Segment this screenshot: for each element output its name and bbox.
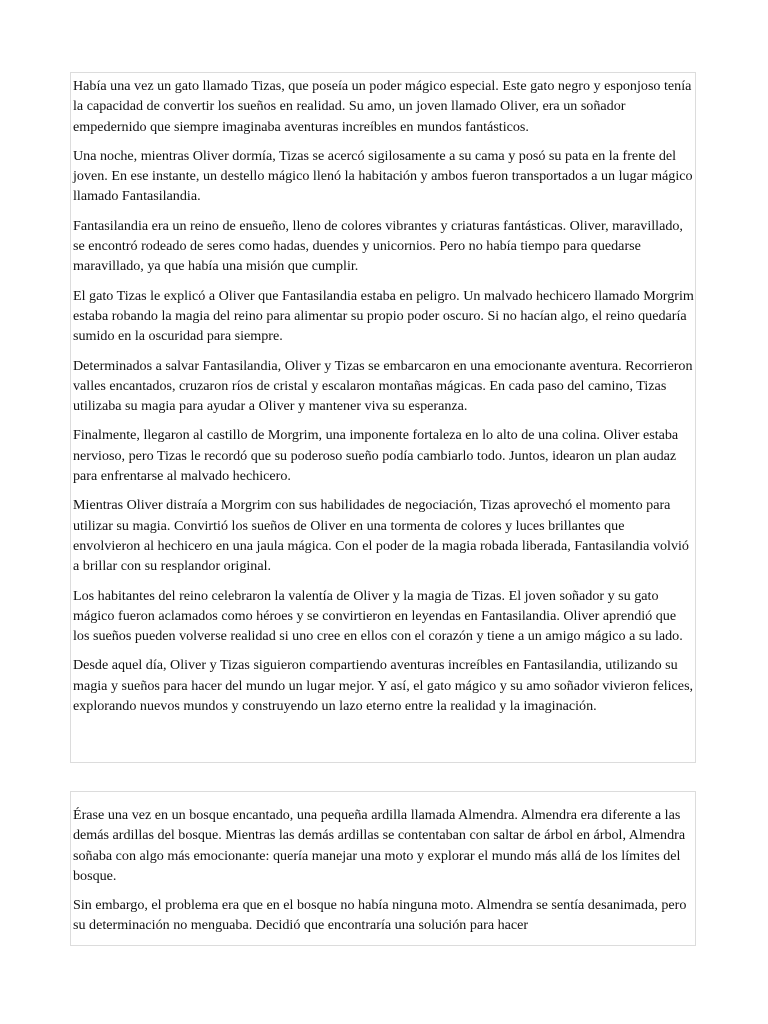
story-paragraph: Mientras Oliver distraía a Morgrim con sus habilidades de negociación, Tizas aprovechó el momento para utilizar su magia. Convirtió los sueños de Oliver en una tormenta de colores y luces brillantes que envolvieron al hechicero en una jaula mágica. Con el poder de la magia robada liberada, Fantasilandia volvió a brillar con su resplandor original. (73, 497, 689, 575)
story-paragraph: El gato Tizas le explicó a Oliver que Fantasilandia estaba en peligro. Un malvado hechicero llamado Morgrim estaba robando la magia del reino para alimentar su propio poder oscuro. Si no hacían algo, el reino quedaría sumido en la oscuridad para siempre. (73, 287, 694, 345)
story-card-tizas (70, 72, 696, 763)
story-paragraph: Sin embargo, el problema era que en el bosque no había ninguna moto. Almendra se sentía desanimada, pero su determinación no menguaba. Decidió que encontraría una solución para hacer (73, 897, 687, 934)
story-paragraph: Érase una vez en un bosque encantado, una pequeña ardilla llamada Almendra. Almendra era diferente a las demás ardillas del bosque. Mientras las demás ardillas se contentaban con saltar de árbol en árbol, Almendra soñaba con algo más emocionante: quería manejar una moto y explorar el mundo más allá de los límites del bosque. (73, 807, 686, 884)
story-paragraph: Determinados a salvar Fantasilandia, Oliver y Tizas se embarcaron en una emocionante aventura. Recorrieron valles encantados, cruzaron ríos de cristal y escalaron montañas mágicas. En cada paso del camino, Tizas utilizaba su magia para ayudar a Oliver y mantener viva su esperanza. (73, 357, 693, 415)
story-paragraph: Fantasilandia era un reino de ensueño, lleno de colores vibrantes y criaturas fantásticas. Oliver, maravillado, se encontró rodeado de seres como hadas, duendes y unicornios. Pero no había tiempo para quedarse maravillado, ya que había una misión que cumplir. (73, 217, 683, 275)
story-paragraph: Había una vez un gato llamado Tizas, que poseía un poder mágico especial. Este gato negro y esponjoso tenía la capacidad de convertir los sueños en realidad. Su amo, un joven llamado Oliver, era un soñador empedernido que siempre imaginaba aventuras increíbles en mundos fantásticos. (73, 78, 692, 135)
story-paragraph: Desde aquel día, Oliver y Tizas siguieron compartiendo aventuras increíbles en Fantasilandia, utilizando su magia y sueños para hacer del mundo un lugar mejor. Y así, el gato mágico y su amo soñador vivieron felices, explorando nuevos mundos y construyendo un lazo eterno entre la realidad y la imaginación. (73, 657, 694, 715)
story-paragraph: Finalmente, llegaron al castillo de Morgrim, una imponente fortaleza en lo alto de una colina. Oliver estaba nervioso, pero Tizas le recordó que su poderoso sueño podía cambiarlo todo. Juntos, idearon un plan audaz para enfrentarse al malvado hechicero. (73, 427, 679, 485)
story-paragraph: Una noche, mientras Oliver dormía, Tizas se acercó sigilosamente a su cama y posó su pata en la frente del joven. En ese instante, un destello mágico llenó la habitación y ambos fueron transportados a un lugar mágico llamado Fantasilandia. (73, 147, 693, 205)
story-card-almendra (70, 791, 696, 946)
story-paragraph: Los habitantes del reino celebraron la valentía de Oliver y la magia de Tizas. El joven soñador y su gato mágico fueron aclamados como héroes y se convirtieron en leyendas en Fantasilandia. Oliver aprendió que los sueños pueden volverse realidad si uno cree en ellos con el corazón y tiene a un amigo mágico a su lado. (73, 587, 683, 645)
